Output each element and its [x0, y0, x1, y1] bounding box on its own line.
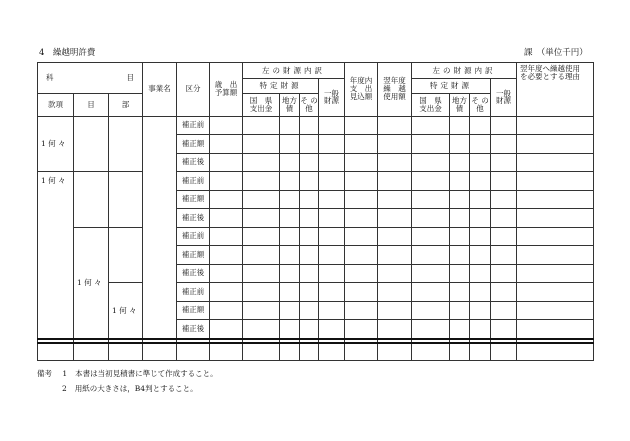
bu-cell-2 [109, 172, 143, 228]
header-kokuken-2: 国 県 支出金 [412, 93, 450, 116]
unit-label: 課 （単位千円） [524, 48, 588, 58]
header-tokutei-2: 特定財源 [412, 79, 491, 93]
kubun-hosei-go: 補正後 [177, 209, 210, 228]
notes [37, 366, 218, 396]
header-yokunendo: 翌年度 繰 越 使用額 [378, 63, 412, 117]
kubun-hosei-go: 補正後 [177, 320, 210, 339]
kubun-hosei-mae: 補正前 [177, 227, 210, 246]
document-title: 4 繰越明許費 [39, 48, 96, 58]
moku-item: 1 何 々 [74, 227, 109, 339]
notes-label: 備考 [37, 369, 52, 378]
header-zaigen-1: 左の財源内訳 [243, 63, 345, 79]
kubun-hosei-gaku: 補正額 [177, 190, 210, 209]
header-kubun: 区分 [177, 63, 210, 117]
note-1-text: 本書は当初見積書に準じて作成すること。 [75, 369, 218, 378]
bu-cell-3 [109, 227, 143, 283]
kubun-hosei-mae: 補正前 [177, 116, 210, 135]
header-sonota-2: そ の 他 [470, 93, 491, 116]
header-moku-top: 目 [126, 73, 135, 82]
bu-cell-1 [109, 116, 143, 172]
moku-cell-2 [74, 172, 109, 228]
header-kokuken-1: 国 県 支出金 [243, 93, 280, 116]
note-2-text: 用紙の大きさは，B4判とすること。 [74, 384, 198, 393]
header-kamoku [38, 63, 143, 94]
jigyomei-cell [143, 116, 177, 339]
header-bu: 部 [109, 93, 143, 116]
total-row [38, 343, 594, 361]
kanko-item-2: 1 何 々 [38, 172, 74, 339]
kubun-hosei-gaku: 補正額 [177, 301, 210, 320]
note-1-num: 1 [62, 369, 68, 378]
header-jigyomei: 事業名 [143, 63, 177, 117]
header-chihosai-1: 地方 債 [280, 93, 300, 116]
header-moku: 目 [74, 93, 109, 116]
carryover-table [37, 62, 594, 361]
header-nendonai: 年度内 支 出 見込額 [345, 63, 378, 117]
header-ka: 科 [46, 73, 54, 82]
kubun-hosei-mae: 補正前 [177, 172, 210, 191]
kubun-hosei-gaku: 補正額 [177, 246, 210, 265]
kanko-item-1: 1 何 々 [38, 116, 74, 172]
bu-item: 1 何 々 [109, 283, 143, 339]
header-kanko: 款項 [38, 93, 74, 116]
header-riyu: 翌年度へ繰越使用 を必要とする理由 [517, 63, 594, 117]
header-tokutei-1: 特定財源 [243, 79, 319, 93]
header-zaigen-2: 左の財源内訳 [412, 63, 517, 79]
note-2 [37, 381, 218, 396]
header-saishutsu: 歳 出 予算額 [210, 63, 243, 117]
moku-cell-1 [74, 116, 109, 172]
note-1 [37, 366, 218, 381]
kubun-hosei-gaku: 補正額 [177, 135, 210, 154]
note-2-num: 2 [62, 384, 67, 393]
kubun-hosei-go: 補正後 [177, 153, 210, 172]
header-sonota-1: そ の 他 [300, 93, 319, 116]
header-ippan-1: 一般 財源 [319, 79, 345, 116]
kubun-hosei-mae: 補正前 [177, 283, 210, 302]
header-chihosai-2: 地方 債 [450, 93, 470, 116]
header-ippan-2: 一般 財源 [491, 79, 517, 116]
kubun-hosei-go: 補正後 [177, 264, 210, 283]
